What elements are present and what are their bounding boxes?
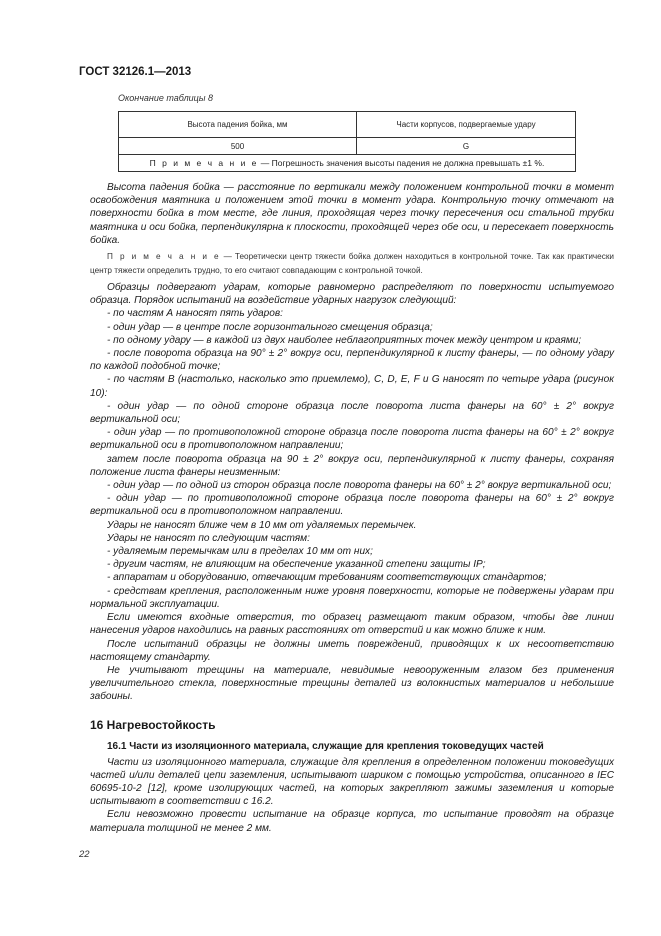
section-heading: 16 Нагревостойкость — [90, 717, 216, 732]
cell-height-value: 500 — [119, 138, 357, 155]
list-item: - один удар — в центре после горизонтального смещения образца; — [107, 321, 433, 333]
list-item: - по одному удару — в каждой из двух наиболее неблагоприятных точек между центром и краями; — [107, 334, 582, 346]
list-item: затем после поворота образца на 90 ± 2° вокруг оси, перпендикулярной к листу фанеры, сохраняя положение листа фанеры неизменным: — [90, 453, 614, 478]
table-note-label: П р и м е ч а н и е — [149, 158, 259, 168]
paragraph: Части из изоляционного материала, служащие для крепления в определенном положении токоведущих частей и/или деталей цепи заземления, испытывают шариком с помощью устройства, описанного в IEC 60695-10-2 [12], кроме изолирующих частей, на которых закрепляют зажимы заземления и которые испытывают в соответствии с 16.2. — [90, 756, 614, 808]
list-item: - удаляемым перемычкам или в пределах 10 мм от них; — [107, 546, 373, 558]
note-text: — Теоретически центр тяжести бойка должен находиться в контрольной точке. Так как практически центр тяжести определить трудно, то его считают совпадающим с контрольной точкой. — [90, 252, 614, 275]
note-label: П р и м е ч а н и е — [107, 252, 221, 262]
list-item: - по частям А наносят пять ударов: — [107, 308, 283, 320]
table-caption: Окончание таблицы 8 — [118, 93, 213, 103]
paragraph: Удары не наносят ближе чем в 10 мм от удаляемых перемычек. — [107, 519, 417, 531]
subsection-heading: 16.1 Части из изоляционного материала, служащие для крепления токоведущих частей — [107, 740, 544, 752]
body-text — [90, 181, 614, 835]
cell-parts-value: G — [357, 138, 576, 155]
list-item: - один удар — по одной стороне образца после поворота листа фанеры на 60° ± 2° вокруг вертикальной оси; — [90, 400, 614, 426]
table-note — [119, 155, 576, 172]
document-header: ГОСТ 32126.1—2013 — [79, 66, 192, 78]
paragraph: Если невозможно провести испытание на образце корпуса, то испытание проводят на образце материала толщиной не менее 2 мм. — [90, 809, 614, 834]
paragraph: Высота падения бойка — расстояние по вертикали между положением контрольной точки в момент освобождения маятника и положением этой точки в момент удара. Контрольную точку отмечают на поверхности бойка в том месте, где линия, проходящая через точку пересечения оси стальной трубки маятника и оси бойка, перпендикулярна к плоскости, проходящей через обе оси, и пересекает поверхность бойка. — [90, 182, 614, 246]
list-item: - средствам крепления, расположенным ниже уровня поверхности, которые не подвержены ударам при нормальной эксплуатации. — [90, 585, 614, 610]
list-item: - аппаратам и оборудованию, отвечающим требованиям соответствующих стандартов; — [107, 572, 547, 584]
list-item: - один удар — по противоположной стороне образца после поворота листа фанеры на 60° ± 2° вокруг вертикальной оси в противоположном направлении; — [90, 427, 614, 452]
table-8 — [118, 111, 576, 172]
list-item: - один удар — по одной из сторон образца после поворота фанеры на 60° ± 2° вокруг вертикальной оси; — [107, 480, 612, 492]
paragraph: Образцы подвергают ударам, которые равномерно распределяют по поверхности испытуемого образца. Порядок испытаний на воздействие ударных нагрузок следующий: — [90, 282, 614, 307]
page-number: 22 — [79, 849, 90, 860]
paragraph: Если имеются входные отверстия, то образец размещают таким образом, чтобы две линии нанесения ударов находились на равных расстояниях от отверстий и как можно ближе к ним. — [90, 612, 614, 637]
paragraph: Не учитывают трещины на материале, невидимые невооруженным глазом без применения увеличительного стекла, поверхностные трещины деталей из волокнистых материалов и небольшие забоины. — [90, 664, 614, 703]
list-item: - по частям В (настолько, насколько это приемлемо), С, D, Е, F и G наносят по четыре удара (рисунок 10): — [90, 374, 614, 399]
list-item: - другим частям, не влияющим на обеспечение указанной степени защиты IP; — [107, 559, 486, 571]
table-note-text: — Погрешность значения высоты падения не должна превышать ±1 %. — [258, 158, 545, 168]
paragraph: Удары не наносят по следующим частям: — [107, 532, 310, 544]
list-item: - один удар — по противоположной стороне образца после поворота фанеры на 60° ± 2° вокруг вертикальной оси в противоположном направлении. — [90, 493, 614, 518]
column-header-parts: Части корпусов, подвергаемые удару — [357, 112, 576, 138]
column-header-height: Высота падения бойка, мм — [119, 112, 357, 138]
list-item: - после поворота образца на 90° ± 2° вокруг оси, перпендикулярной к листу фанеры, — по одному удару по каждой подобной точке; — [90, 348, 614, 373]
note — [90, 250, 614, 277]
paragraph: После испытаний образцы не должны иметь повреждений, приводящих к их несоответствию настоящему стандарту. — [90, 638, 614, 663]
